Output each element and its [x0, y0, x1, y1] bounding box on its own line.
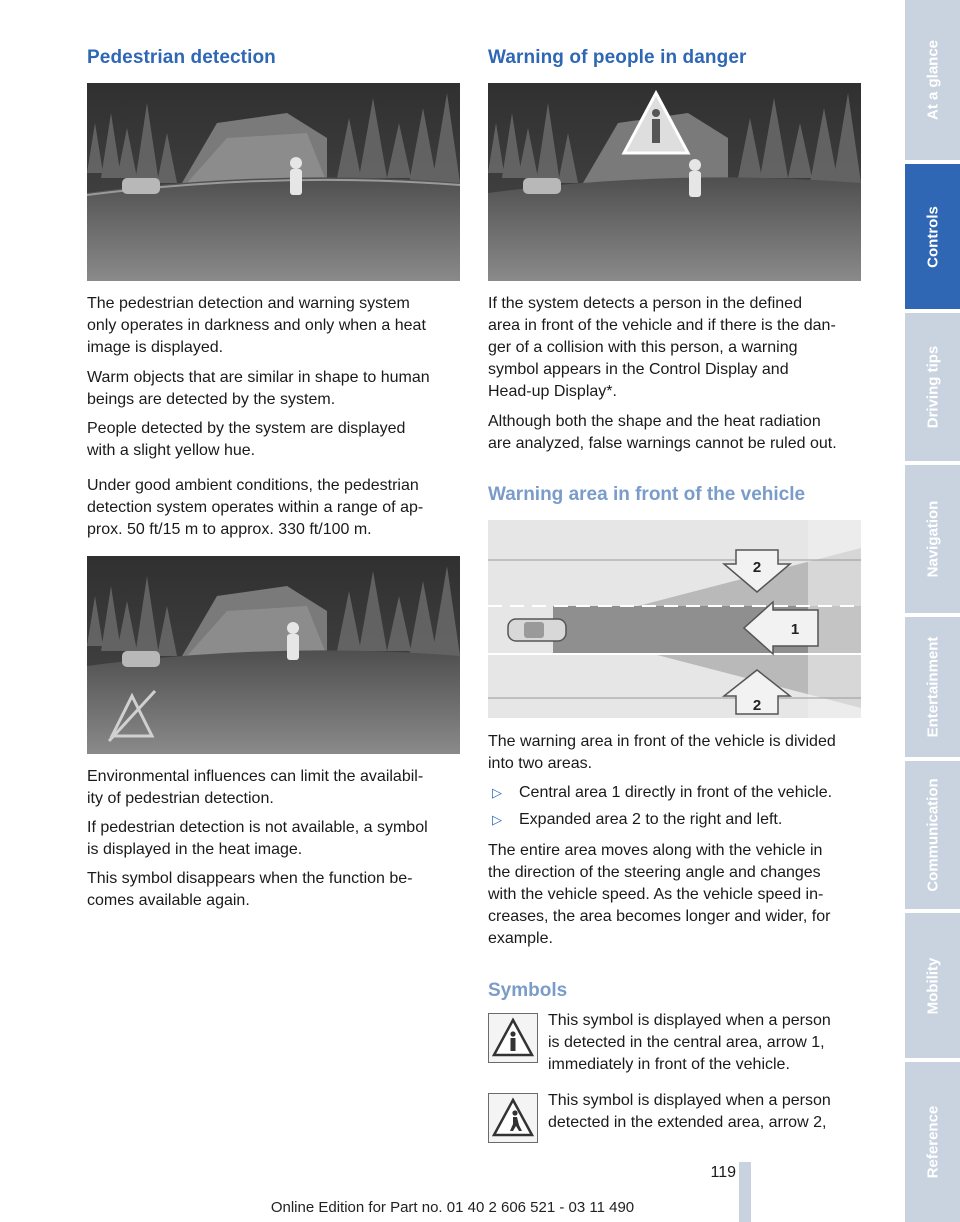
text-line: creases, the area becomes longer and wider, for — [488, 908, 831, 925]
tab-label: Entertainment — [924, 636, 941, 738]
text-line: example. — [488, 930, 553, 947]
tab-label: At a glance — [924, 39, 941, 121]
tab-label: Navigation — [924, 500, 941, 578]
heading-warning-people: Warning of people in danger — [488, 47, 747, 68]
tab-at-a-glance[interactable] — [905, 0, 960, 160]
tab-label: Communication — [924, 778, 941, 892]
text-line: The warning area in front of the vehicle is divided — [488, 733, 836, 750]
arrow-1-label: 1 — [790, 621, 800, 638]
text-line: If the system detects a person in the defined — [488, 295, 802, 312]
tab-reference[interactable] — [905, 1062, 960, 1222]
paragraph-warning-symbol — [488, 293, 836, 403]
arrow-2-bottom-label: 2 — [752, 697, 762, 714]
text-line: is detected in the central area, arrow 1, — [548, 1034, 825, 1051]
text-line: image is displayed. — [87, 339, 224, 356]
text-line: detection system operates within a range of ap- — [87, 499, 424, 516]
paragraph-operation — [87, 293, 426, 359]
text-line: This symbol disappears when the function be- — [87, 870, 413, 887]
text-line: Warm objects that are similar in shape to human — [87, 369, 430, 386]
text-line: symbol appears in the Control Display and — [488, 361, 789, 378]
tab-mobility[interactable] — [905, 913, 960, 1058]
paragraph-symbol-extended — [548, 1090, 831, 1134]
text-line: detected in the extended area, arrow 2, — [548, 1114, 827, 1131]
text-line: People detected by the system are displayed — [87, 420, 406, 437]
warning-area-diagram — [488, 520, 861, 718]
car-icon — [508, 619, 566, 641]
text-line: Under good ambient conditions, the pedestrian — [87, 477, 419, 494]
paragraph-symbol-disappears — [87, 868, 413, 912]
text-line: beings are detected by the system. — [87, 391, 336, 408]
pedestrian-central-symbol-icon — [488, 1013, 538, 1063]
text-line: The entire area moves along with the vehicle in — [488, 842, 823, 859]
tab-label: Controls — [924, 205, 941, 268]
bullet-arrow-icon: ▷ — [492, 812, 502, 827]
text-line: This symbol is displayed when a person — [548, 1092, 831, 1109]
text-line: area in front of the vehicle and if there is the dan- — [488, 317, 836, 334]
text-line: with a slight yellow hue. — [87, 442, 256, 459]
footer-edition-text: Online Edition for Part no. 01 40 2 606 521 - 03 11 490 — [270, 1199, 635, 1216]
text-line: with the vehicle speed. As the vehicle speed in- — [488, 886, 824, 903]
paragraph-environment — [87, 766, 423, 810]
tab-label: Reference — [924, 1105, 941, 1179]
paragraph-range — [87, 475, 423, 541]
text-line: only operates in darkness and only when a heat — [87, 317, 426, 334]
bullet-arrow-icon: ▷ — [492, 785, 502, 800]
text-line: into two areas. — [488, 755, 593, 772]
chapter-tabs — [905, 0, 960, 1222]
bullet-text: Expanded area 2 to the right and left. — [519, 811, 783, 828]
text-line: Environmental influences can limit the availabil- — [87, 768, 424, 785]
arrow-2-top-label: 2 — [752, 559, 762, 576]
heading-warning-area: Warning area in front of the vehicle — [488, 484, 806, 505]
tab-label: Mobility — [924, 957, 941, 1014]
bullet-text: Central area 1 directly in front of the vehicle. — [519, 784, 833, 801]
thermal-image-unavailable — [87, 556, 460, 754]
thermal-image-pedestrian — [87, 83, 460, 281]
text-line: This symbol is displayed when a person — [548, 1012, 831, 1029]
text-line: comes available again. — [87, 892, 250, 909]
tab-driving-tips[interactable] — [905, 313, 960, 461]
paragraph-warm-objects — [87, 367, 430, 411]
paragraph-symbol-central — [548, 1010, 831, 1076]
text-line: The pedestrian detection and warning system — [87, 295, 410, 312]
paragraph-area-moves — [488, 840, 830, 950]
heading-symbols: Symbols — [488, 980, 568, 1001]
tab-controls[interactable] — [905, 164, 960, 309]
pedestrian-extended-symbol-icon — [488, 1093, 538, 1143]
text-line: Although both the shape and the heat radiation — [488, 413, 821, 430]
text-line: the direction of the steering angle and changes — [488, 864, 821, 881]
text-line: If pedestrian detection is not available, a symbol — [87, 819, 428, 836]
text-line: Head-up Display*. — [488, 383, 617, 400]
heading-pedestrian-detection: Pedestrian detection — [87, 47, 276, 68]
tab-entertainment[interactable] — [905, 617, 960, 757]
paragraph-symbol-displayed — [87, 817, 428, 861]
paragraph-yellow-hue — [87, 418, 405, 462]
tab-communication[interactable] — [905, 761, 960, 909]
text-line: are analyzed, false warnings cannot be ruled out. — [488, 435, 837, 452]
thermal-image-warning — [488, 83, 861, 281]
text-line: is displayed in the heat image. — [87, 841, 303, 858]
tab-label: Driving tips — [924, 345, 941, 429]
page-number: 119 — [710, 1164, 736, 1181]
tab-navigation[interactable] — [905, 465, 960, 613]
paragraph-false-warnings — [488, 411, 837, 455]
text-line: prox. 50 ft/15 m to approx. 330 ft/100 m. — [87, 521, 372, 538]
text-line: ity of pedestrian detection. — [87, 790, 274, 807]
text-line: immediately in front of the vehicle. — [548, 1056, 790, 1073]
paragraph-two-areas — [488, 731, 836, 775]
text-line: ger of a collision with this person, a warning — [488, 339, 798, 356]
